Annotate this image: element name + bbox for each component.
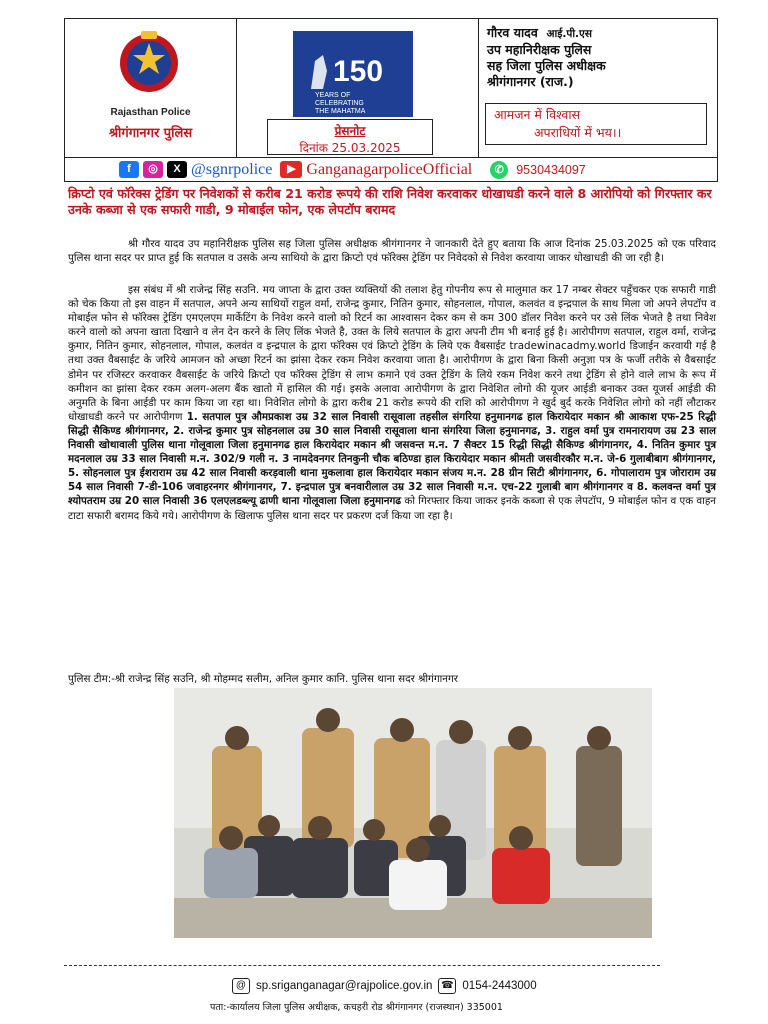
body-paragraph-2 (68, 283, 716, 523)
motto-line-2: अपराधियों में भय।। (534, 125, 622, 140)
press-release-headline: क्रिप्टो एवं फॉरेक्स ट्रेडिंग पर निवेशकों से करीब 21 करोड रूपये की राशि निवेश करवाकर धोखाधडी करने वाले 8 आरोपियो को गिरफ्तार कर उनके कब्जा से एक सफारी गाडी, 9 मोबाईल फोन, एक लेपटॉप बरामद (68, 186, 712, 217)
facebook-icon[interactable]: f (119, 161, 139, 178)
arrest-group-photo (174, 688, 652, 938)
footer-address: पता:-कार्यालय जिला पुलिस अधीक्षक, कचहरी रोड श्रीगंगानगर (राजस्थान) 335001 (210, 1002, 503, 1013)
youtube-handle[interactable]: GanganagarpoliceOfficial (306, 160, 473, 178)
press-note-date: दिनांक 25.03.2025 (299, 141, 401, 155)
telephone-icon: ☎ (438, 978, 456, 994)
officer-designation-1: उप महानिरीक्षक पुलिस (487, 42, 592, 57)
footer-contact (232, 978, 537, 994)
press-note-cell (237, 19, 479, 157)
motto-box (485, 103, 707, 145)
youtube-icon[interactable]: ▶ (280, 161, 302, 178)
footer-phone[interactable]: 0154-2443000 (462, 980, 537, 992)
footer-divider (64, 965, 660, 966)
closing-text: को गिरफ्तार किया जाकर इनके कब्जा से एक लेपटॉप, 9 मोबाईल फोन व एक वाहन टाटा सफारी बरामद किये गये। आरोपीगण के खिलाफ पुलिस थाना सदर पर प्रकरण दर्ज किया जा रहा है। (68, 495, 716, 522)
twitter-handle[interactable]: @sgnrpolice (191, 160, 273, 178)
paragraph-2-text: इस संबंध में श्री राजेन्द्र सिंह सउनि. मय जाप्ता के द्वारा उक्त व्यक्तियों की तलाश हेतु गोपनीय रूप से मालुमात कर 17 नम्बर सेक्टर पहुँचकर एक सफारी गाडी को चेक किया तो इस वाहन में सतपाल, अपने अन्य साथियों राहुल वर्मा, राजेन्द्र कुमार, नितिन कुमार, सोहनलाल, गोपाल, कलवंत व इन्द्रपाल के साथ मिला जो अपने लेपटॉप व मोबाईल फोन से फॉरेक्स ट्रेडिंग एमएलएम मार्केटिंग के निवेश करने वालो को रिटर्न का आश्वासन देकर कम से कम 300 डॉलर निवेश करने पर उसे लिंक भेजते है तथा निवेश करने वालो को अपना खाता दिखाने व लेन देन करने के लिए लिंक भेजते है, उक्त के लिये सतपाल के द्वारा अपनी टीम भी बनाई हुई है। आरोपीगण सतपाल, राहुल वर्मा, राजेन्द्र कुमार, नितिन कुमार, सोहनलाल, गोपाल, कलवंत व इन्द्रपाल के द्वारा फॉरेक्स एवं क्रिप्टो ट्रेडिंग के लिये एक वैबसाईट tradewinacadmy.world डिजाईन करवायी गई है तथा उक्त वैबसाईट के जरिये आमजन को अच्छा रिटर्न का झांसा देकर रकम निवेश करवाया जाता है। आरोपीगण के द्वारा बिना किसी अनुज्ञा पत्र के फर्जी तरीके से वैबसाईट डोमेन पर रजिस्टर करवाकर वैबसाईट के जरिये क्रिप्टो एव फॉरेक्स ट्रेडिंग से लाभ कमाने एवं उक्त ट्रेडिंग के लिये रकम निवेश करने तथा ट्रेडिंग से होने वाले लाभ के रूप में कमीशन का झांसा देकर रकम अलग-अलग बैंक खातो में हासिल की गई। इसके अलावा आरोपीगण के द्वारा निवेशित लोगो की यूजर आईडी बनाकर उक्त यूजर्स आईडी की अनुमति के बिना आईडी पर काम किया जा रहा था। निवेशित लोगो के द्वारा करीब 21 करोड रूपये की राशि को आरोपीगण ने खुर्द बुर्द करके निवेशित लोगो को नहीं लौटाकर धोखाधडी करने पर आरोपीगण (68, 284, 716, 423)
rajasthan-police-emblem-icon (117, 29, 181, 95)
officer-designation-2: सह जिला पुलिस अधीक्षक (487, 58, 606, 73)
officer-name: गौरव यादव (487, 25, 538, 40)
anniversary-line3: THE MAHATMA (315, 108, 366, 115)
anniversary-numeral: 150 (333, 55, 384, 88)
social-media-bar (64, 158, 718, 182)
press-note-box (267, 119, 433, 155)
motto-line-1: आमजन में विश्वास (494, 107, 581, 122)
body-paragraph-1 (68, 237, 716, 265)
instagram-icon[interactable]: ◎ (143, 161, 163, 178)
officer-rank: आई.पी.एस (546, 28, 592, 40)
x-twitter-icon[interactable]: X (167, 161, 187, 178)
officer-location: श्रीगंगानगर (राज.) (487, 74, 574, 89)
officer-cell (479, 19, 717, 157)
anniversary-line1: YEARS OF (315, 92, 351, 99)
press-note-title: प्रेसनोट (334, 124, 366, 138)
police-name-hindi: श्रीगंगानगर पुलिस (108, 126, 193, 141)
anniversary-line2: CELEBRATING (315, 100, 364, 107)
whatsapp-icon[interactable]: ✆ (490, 161, 508, 179)
letterhead (64, 18, 718, 158)
gandhi-150-anniversary-logo (293, 31, 413, 117)
police-name-english: Rajasthan Police (110, 107, 191, 118)
police-team: पुलिस टीम:-श्री राजेन्द्र सिंह सउनि, श्री मोहम्मद सलीम, अनिल कुमार कानि. पुलिस थाना सदर श्रीगंगानगर (68, 673, 459, 685)
whatsapp-number[interactable]: 9530434097 (516, 162, 586, 177)
email-icon: @ (232, 978, 250, 994)
police-logo-cell (65, 19, 237, 157)
accused-list: 1. सतपाल पुत्र औमप्रकाश उम्र 32 साल निवासी रासूवाला तहसील संगरिया हनुमानगढ हाल किरायेदार मकान श्री आकाश एफ-25 रिद्धी सिद्धी सैकिण्ड श्रीगंगानगर, 2. राजेन्द्र कुमार पुत्र सोहनलाल उम्र 30 साल निवासी रासूवाला थाना संगरिया जिला हनुमानगढ, 3. राहुल वर्मा पुत्र रामनारायण उम्र 23 साल निवासी खोथावाली पुलिस थाना गोलूवाला जिला हनुमानगढ हाल किरायेदार मकान श्री जसवन्त म.न. 7 सैक्टर 15 रिद्धी सिद्धी सैकिण्ड श्रीगंगानगर, 4. नितिन कुमार पुत्र मदनलाल उम्र 33 साल निवासी म.न. 302/9 गली न. 3 नामदेवनगर तिनकुनी चौक बठिण्डा हाल किरायेदार मकान श्रीमती जसवीरकौर म.न. जे-6 गुलाबीबाग श्रीगंगानगर, 5. सोहनलाल पुत्र ईशराराम उम्र 42 साल निवासी करड़वाली थाना मुकलावा हाल किरायेदार मकान संजय म.न. 28 ग्रीन सिटी श्रीगंगानगर, 6. गोपालाराम पुत्र जोराराम उम्र 54 साल निवासी 7-डी-106 जवाहरनगर श्रीगंगानगर, 7. इन्द्रपाल पुत्र बनवारीलाल उम्र 32 साल निवासी म.न. एच-22 गुलाबी बाग श्रीगंगानगर व 8. कलवन्त वर्मा पुत्र श्योपतराम उम्र 20 साल निवासी 36 एलएलडब्ल्यू ढाणी थाना गोलूवाला जिला हनुमानगढ (68, 410, 716, 508)
officer-details (487, 25, 606, 90)
footer-email[interactable]: sp.sriganganagar@rajpolice.gov.in (256, 980, 433, 992)
paragraph-1-text: श्री गौरव यादव उप महानिरीक्षक पुलिस सह जिला पुलिस अधीक्षक श्रीगंगानगर ने जानकारी देते हुए बताया कि आज दिनांक 25.03.2025 को एक परिवाद पुलिस थाना सदर पर प्राप्त हुई कि सतपाल व उसके अन्य साथियो के द्वारा क्रिप्टो एवं फॉरेक्स ट्रेडिंग पर निवेदको से निवेश करवाया जाकर धोखाधडी की जा रही है। (68, 238, 716, 265)
